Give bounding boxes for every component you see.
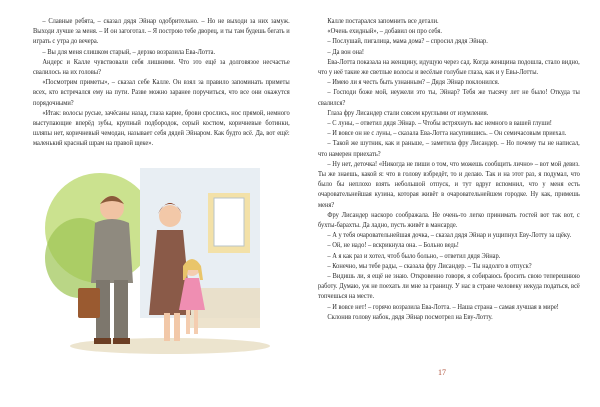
paragraph: – И вовсе он не с луны, – сказала Ева-Лотта насупившись. – Он семичасовым приехал. — [327, 128, 567, 138]
page-number: 17 — [438, 368, 446, 377]
paragraph: – Видишь ли, я ещё не знаю. Откровенно говоря, я собираюсь бросить свою теперешнюю работу. Думаю, уж не поехать ли мне за границу. У нас в стране человеку некуда податься, всё топчешься на месте. — [318, 271, 580, 301]
paragraph: «Итак: волосы русые, зачёсаны назад, глаза карие, брови срослись, нос прямой, немного выступающие вперёд зубы, крупный подбородок, серый костюм, коричневые ботинки, шляпы нет, коричневый чемодан, называет себя дядей Эйнаром. Как будто всё. Да, вот ещё: маленький красный шрам на правой щеке». — [33, 107, 290, 148]
illustration-family-scene — [40, 168, 280, 358]
paragraph: – Славные ребята, – сказал дядя Эйнар одобрительно. – Но не выходи за них замуж. Выходи лучше за меня. – И он загоготал. – Я построю тебе дворец, и ты там будешь бегать и играть с утра до вечера. — [33, 16, 290, 46]
paragraph: – Господи боже мой, неужели это ты, Эйнар? Тебя же тысячу лет не было! Откуда ты свалился? — [318, 87, 580, 107]
paragraph: – Ой, не надо! – вскрикнула она. – Больно ведь! — [327, 240, 459, 250]
paragraph: – И вовсе нет! – горячо возразила Ева-Лотта. – Наша страна – самая лучшая в мире! — [327, 301, 559, 311]
paragraph: Калле постарался запомнить все детали. — [327, 16, 439, 25]
paragraph: – А у тебя очаровательнейшая дочка, – сказал дядя Эйнар и ущипнул Еву-Лотту за щёку. — [327, 230, 572, 240]
paragraph: «Посмотрим приметы», – сказал себе Калле. Он взял за правило запоминать приметы всех, кто встречался ему на пути. Разве можно заранее поручиться, что все они окажутся порядочными? — [33, 77, 290, 107]
paragraph: – Послушай, пигалица, мама дома? – спросил дядя Эйнар. — [327, 36, 488, 46]
paragraph: Глаза фру Лисандер стали совсем круглыми от изумления. — [327, 107, 489, 117]
paragraph: – Имею ли я честь быть узнанным? – Дядя Эйнар поклонился. — [327, 77, 500, 87]
paragraph: «Очень ехидный», – добавил он про себя. — [327, 26, 442, 36]
paragraph: – Конечно, мы тебе рады, – сказала фру Лисандер. – Ты надолго в отпуск? — [327, 260, 532, 270]
paragraph: Склонив голову набок, дядя Эйнар посмотрел на Еву-Лотту. — [327, 311, 493, 321]
left-text-column — [33, 16, 290, 149]
illustration — [40, 168, 280, 358]
paragraph: – Да вон она! — [327, 46, 365, 56]
paragraph: – Ну нет, деточка! «Никогда не пиши о том, что можешь сообщить лично» – вот мой девиз. Ты же знаешь, какой я: что в голову взбредёт, то и делаю. Так и на этот раз, я подумал, что было бы неплохо взять небольшой отпуск, и тут вдруг вспомнил, что у меня есть очаровательнейшая кузина, которая живёт в очаровательнейшем городке. Ну как, примешь меня? — [318, 158, 580, 209]
paragraph: Фру Лисандер наскоро соображала. Не очень-то легко принимать гостей вот так вот, с бухты-барахты. Да ладно, пусть живёт в мансарде. — [318, 209, 580, 230]
paragraph: – А я как раз и хотел, чтоб было больно, – ответил дядя Эйнар. — [327, 250, 501, 260]
paragraph: Андерс и Калле чувствовали себя лишними. Что это ещё за долговязое несчастье свалилось на их головы? — [33, 56, 290, 77]
right-text-column — [318, 16, 580, 322]
paragraph: – С луны, – ответил дядя Эйнар. – Чтобы встряхнуть вас немного в вашей глуши! — [327, 118, 552, 128]
paragraph: – Вы для меня слишком старый, – дерзко возразила Ева-Лотта. — [42, 46, 216, 56]
paragraph: – Такой же шутник, как и раньше, – заметила фру Лисандер. – Но почему ты не написал, что намерен приехать? — [318, 138, 580, 158]
paragraph: Ева-Лотта показала на женщину, идущую через сад. Когда женщина подошла, стало видно, что у неё такие же светлые волосы и весёлые голубые глаза, как и у Евы-Лотты. — [318, 56, 580, 77]
